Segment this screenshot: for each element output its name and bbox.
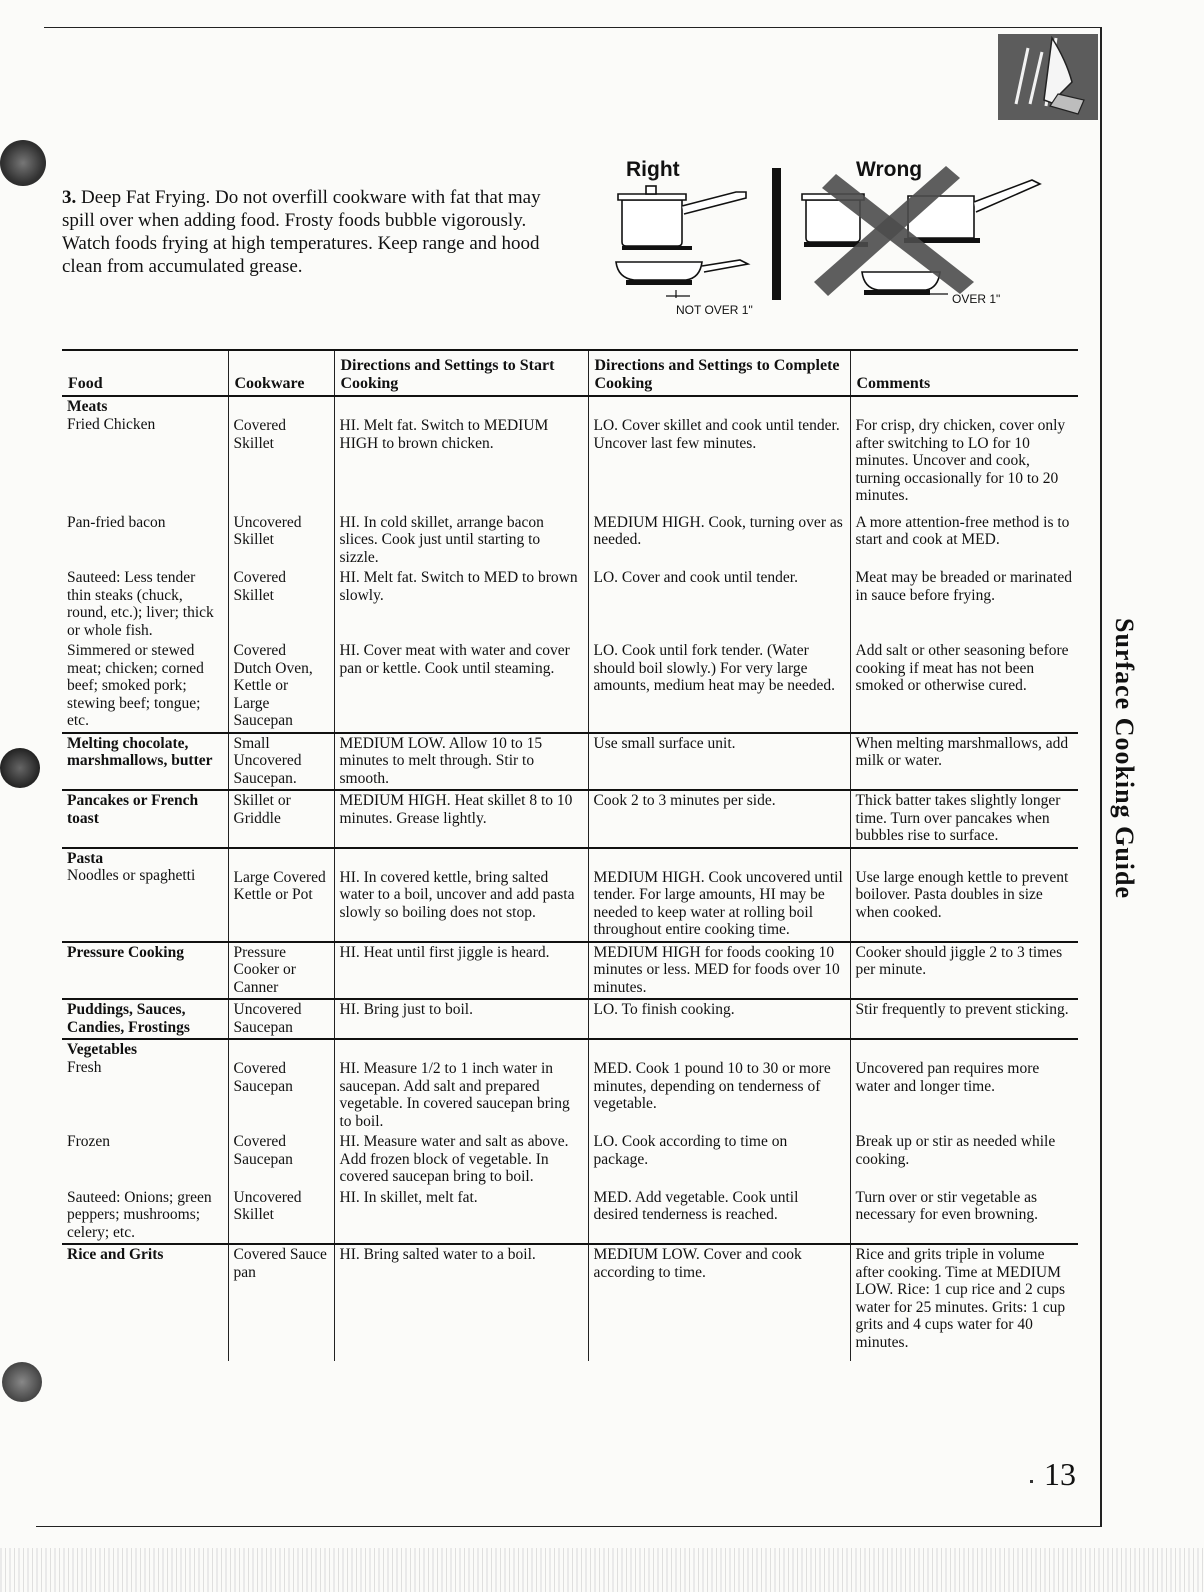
food-item: Fresh bbox=[67, 1058, 102, 1076]
start-cell: HI. Measure 1/2 to 1 inch water in saucepan. Add salt and prepared vegetable. In covered saucepan bring to boil. bbox=[334, 1039, 588, 1132]
table-row bbox=[62, 733, 1078, 791]
complete-cell: LO. Cook according to time on package. bbox=[588, 1132, 850, 1188]
complete-cell: MED. Cook 1 pound 10 to 30 or more minutes, depending on tenderness of vegetable. bbox=[588, 1039, 850, 1132]
food-category: Pancakes or French toast bbox=[67, 792, 199, 827]
start-cell: MEDIUM HIGH. Heat skillet 8 to 10 minutes. Grease lightly. bbox=[334, 790, 588, 848]
food-category: Meats bbox=[67, 398, 108, 415]
right-margin-rule bbox=[1100, 27, 1102, 1527]
start-cell: HI. Measure water and salt as above. Add frozen block of vegetable. In covered saucepan bring to boil. bbox=[334, 1132, 588, 1188]
food-item: Pan-fried bacon bbox=[67, 513, 166, 531]
cookware-cell: Uncovered Skillet bbox=[228, 513, 334, 569]
binder-hole-top bbox=[0, 140, 46, 186]
right-note: NOT OVER 1" bbox=[676, 303, 753, 317]
food-cell bbox=[62, 513, 228, 569]
page-number: 13 bbox=[1044, 1456, 1076, 1492]
table-row bbox=[62, 1188, 1078, 1245]
food-cell bbox=[62, 1188, 228, 1245]
cookware-cell: Covered Saucepan bbox=[228, 1132, 334, 1188]
comments-cell: A more attention-free method is to start and cook at MED. bbox=[850, 513, 1078, 569]
food-cell bbox=[62, 942, 228, 1000]
cookware-cell: Uncovered Skillet bbox=[228, 1188, 334, 1245]
food-category: Puddings, Sauces, Candies, Frostings bbox=[67, 1001, 190, 1036]
food-cell bbox=[62, 848, 228, 942]
table-row bbox=[62, 1244, 1078, 1361]
bottom-rule bbox=[36, 1526, 1100, 1527]
step-number: 3. bbox=[62, 187, 77, 208]
food-cell bbox=[62, 733, 228, 791]
header-complete: Directions and Settings to Complete Cooking bbox=[588, 350, 850, 396]
top-rule bbox=[44, 27, 1100, 28]
cookware-right-wrong-figure bbox=[608, 156, 1060, 326]
food-cell bbox=[62, 1132, 228, 1188]
complete-cell: Use small surface unit. bbox=[588, 733, 850, 791]
comments-cell: Rice and grits triple in volume after cooking. Time at MEDIUM LOW. Rice: 1 cup rice and 2 cups water for 25 minutes. Grits: 1 cup grits and 4 cups water for 40 minutes. bbox=[850, 1244, 1078, 1361]
table-row bbox=[62, 568, 1078, 641]
complete-cell: LO. Cover and cook until tender. bbox=[588, 568, 850, 641]
complete-cell: MEDIUM HIGH. Cook, turning over as needed. bbox=[588, 513, 850, 569]
food-category: Melting chocolate, marshmallows, butter bbox=[67, 734, 213, 769]
food-item: Fried Chicken bbox=[67, 415, 156, 433]
cookware-cell: Large Covered Kettle or Pot bbox=[228, 848, 334, 942]
comments-cell: Add salt or other seasoning before cooking if meat has not been smoked or otherwise cured. bbox=[850, 641, 1078, 733]
wrong-note: OVER 1" bbox=[952, 292, 1001, 306]
cookware-cell: Covered Saucepan bbox=[228, 1039, 334, 1132]
table-row bbox=[62, 999, 1078, 1039]
comments-cell: Thick batter takes slightly longer time. Turn over pancakes when bubbles rise to surface. bbox=[850, 790, 1078, 848]
start-cell: HI. Melt fat. Switch to MEDIUM HIGH to brown chicken. bbox=[334, 396, 588, 513]
step-text: Deep Fat Frying. Do not overfill cookware with fat that may spill over when adding food. Frosty foods bubble vigorously. Watch foods frying at high temperatures. Keep range and hood clean from accumulated grease. bbox=[62, 187, 541, 277]
comments-cell: Uncovered pan requires more water and longer time. bbox=[850, 1039, 1078, 1132]
start-cell: HI. In skillet, melt fat. bbox=[334, 1188, 588, 1245]
table-row bbox=[62, 1039, 1078, 1132]
start-cell: HI. Cover meat with water and cover pan or kettle. Cook until steaming. bbox=[334, 641, 588, 733]
start-cell: HI. Bring just to boil. bbox=[334, 999, 588, 1039]
cookware-cell: Covered Skillet bbox=[228, 396, 334, 513]
comments-cell: For crisp, dry chicken, cover only after switching to LO for 10 minutes. Uncover and cook, turning occasionally for 10 to 20 minutes. bbox=[850, 396, 1078, 513]
complete-cell: Cook 2 to 3 minutes per side. bbox=[588, 790, 850, 848]
scan-noise-strip bbox=[0, 1548, 1204, 1592]
header-cookware: Cookware bbox=[228, 350, 334, 396]
comments-cell: Use large enough kettle to prevent boilover. Pasta doubles in size when cooked. bbox=[850, 848, 1078, 942]
complete-cell: LO. Cook until fork tender. (Water should boil slowly.) For very large amounts, medium heat may be needed. bbox=[588, 641, 850, 733]
start-cell: HI. Bring salted water to a boil. bbox=[334, 1244, 588, 1361]
food-cell bbox=[62, 641, 228, 733]
complete-cell: MED. Add vegetable. Cook until desired tenderness is reached. bbox=[588, 1188, 850, 1245]
food-category: Pasta bbox=[67, 849, 104, 867]
complete-cell: MEDIUM HIGH for foods cooking 10 minutes or less. MED for foods over 10 minutes. bbox=[588, 942, 850, 1000]
food-cell bbox=[62, 999, 228, 1039]
table-row bbox=[62, 513, 1078, 569]
table-row bbox=[62, 641, 1078, 733]
complete-cell: LO. To finish cooking. bbox=[588, 999, 850, 1039]
cookware-cell: Skillet or Griddle bbox=[228, 790, 334, 848]
food-item: Frozen bbox=[67, 1133, 111, 1150]
food-category: Vegetables bbox=[67, 1041, 138, 1058]
right-label: Right bbox=[626, 158, 680, 181]
comments-cell: Turn over or stir vegetable as necessary for even browning. bbox=[850, 1188, 1078, 1245]
cookware-cell: Pressure Cooker or Canner bbox=[228, 942, 334, 1000]
start-cell: MEDIUM LOW. Allow 10 to 15 minutes to melt through. Stir to smooth. bbox=[334, 733, 588, 791]
table-row bbox=[62, 848, 1078, 942]
start-cell: HI. Melt fat. Switch to MED to brown slowly. bbox=[334, 568, 588, 641]
table-row bbox=[62, 1132, 1078, 1188]
cookware-cell: Uncovered Saucepan bbox=[228, 999, 334, 1039]
table-row bbox=[62, 396, 1078, 513]
wrong-label: Wrong bbox=[856, 158, 923, 181]
header-start: Directions and Settings to Start Cooking bbox=[334, 350, 588, 396]
food-item: Simmered or stewed meat; chicken; corned beef; smoked pork; stewing beef; tongue; etc. bbox=[67, 642, 204, 729]
binder-hole-bottom bbox=[2, 1362, 42, 1402]
complete-cell: MEDIUM LOW. Cover and cook according to time. bbox=[588, 1244, 850, 1361]
food-category: Rice and Grits bbox=[67, 1246, 164, 1263]
complete-cell: LO. Cover skillet and cook until tender. Uncover last few minutes. bbox=[588, 396, 850, 513]
cookware-cell: Covered Skillet bbox=[228, 568, 334, 641]
comments-cell: Meat may be breaded or marinated in sauce before frying. bbox=[850, 568, 1078, 641]
binder-hole-middle bbox=[0, 748, 40, 788]
food-cell bbox=[62, 568, 228, 641]
food-item: Sauteed: Onions; green peppers; mushrooms; celery; etc. bbox=[67, 1188, 212, 1241]
comments-cell: Stir frequently to prevent sticking. bbox=[850, 999, 1078, 1039]
table-row bbox=[62, 942, 1078, 1000]
food-item: Noodles or spaghetti bbox=[67, 867, 196, 884]
comments-cell: Break up or stir as needed while cooking. bbox=[850, 1132, 1078, 1188]
start-cell: HI. In cold skillet, arrange bacon slices. Cook just until starting to sizzle. bbox=[334, 513, 588, 569]
start-cell: HI. Heat until first jiggle is heard. bbox=[334, 942, 588, 1000]
food-category: Pressure Cooking bbox=[67, 943, 184, 961]
table-row bbox=[62, 790, 1078, 848]
cookware-cell: Covered Sauce pan bbox=[228, 1244, 334, 1361]
header-food: Food bbox=[62, 350, 228, 396]
food-item: Sauteed: Less tender thin steaks (chuck, round, etc.); liver; thick or whole fish. bbox=[67, 569, 214, 639]
section-title: Surface Cooking Guide bbox=[1110, 618, 1139, 900]
food-cell bbox=[62, 396, 228, 513]
start-cell: HI. In covered kettle, bring salted water to a boil, uncover and add pasta slowly so boiling does not stop. bbox=[334, 848, 588, 942]
cookware-cell: Covered Dutch Oven, Kettle or Large Saucepan bbox=[228, 641, 334, 733]
comments-cell: When melting marshmallows, add milk or water. bbox=[850, 733, 1078, 791]
header-comments: Comments bbox=[850, 350, 1078, 396]
food-cell bbox=[62, 1244, 228, 1361]
food-cell bbox=[62, 1039, 228, 1132]
deep-fat-frying-instructions bbox=[62, 186, 542, 278]
surface-cooking-table bbox=[62, 349, 1078, 1361]
comments-cell: Cooker should jiggle 2 to 3 times per minute. bbox=[850, 942, 1078, 1000]
cookware-cell: Small Uncovered Saucepan. bbox=[228, 733, 334, 791]
complete-cell: MEDIUM HIGH. Cook uncovered until tender. For large amounts, HI may be needed to keep water at rolling boil throughout entire cooking time. bbox=[588, 848, 850, 942]
page-number-dot bbox=[1030, 1480, 1033, 1483]
surface-cooking-hand-icon bbox=[998, 34, 1098, 120]
food-cell bbox=[62, 790, 228, 848]
table-header-row bbox=[62, 350, 1078, 396]
